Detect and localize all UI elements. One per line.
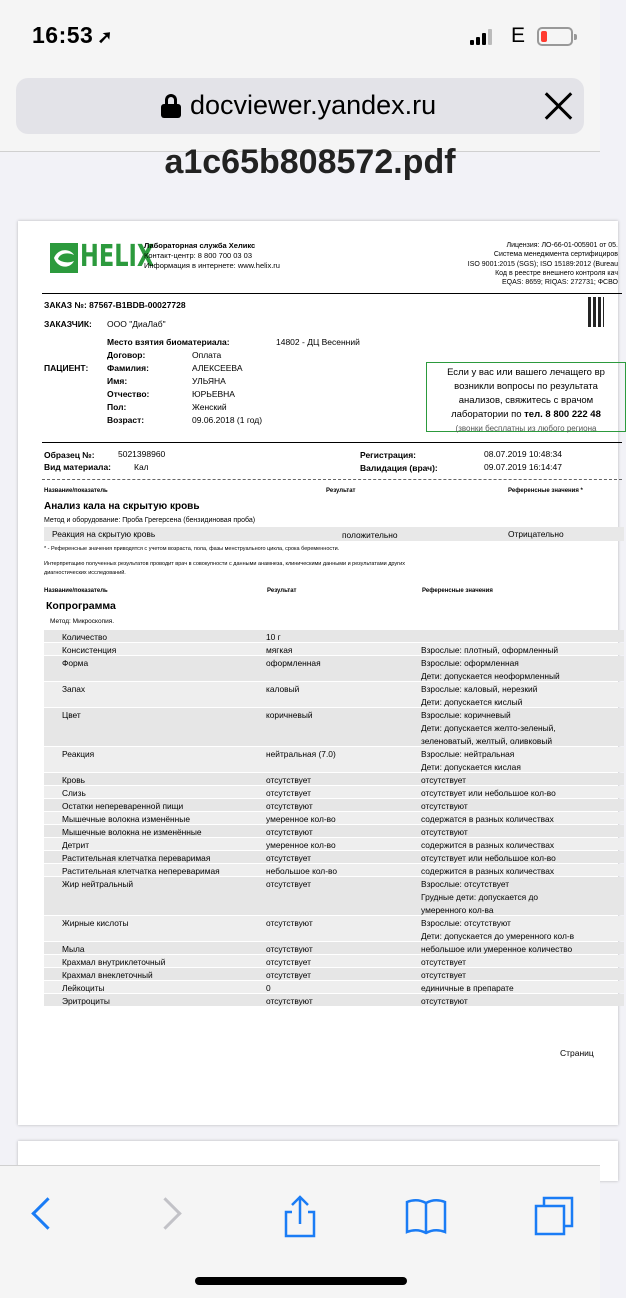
license-line: Код в реестре внешнего контроля кач: [495, 269, 618, 277]
sample-no-label: Образец №:: [44, 450, 95, 460]
material-label: Вид материала:: [44, 462, 112, 472]
signal-icon: [470, 28, 496, 45]
sample-place-label: Место взятия биоматериала:: [107, 337, 230, 347]
row-ref: Отрицательно: [508, 529, 564, 539]
contact-phone-line: [427, 408, 625, 422]
table-row: [44, 877, 624, 915]
row-ref: Взрослые: нейтральная: [421, 749, 515, 759]
row-ref: Грудные дети: допускается до: [421, 892, 539, 902]
divider: [42, 442, 622, 443]
row-result: небольшое кол-во: [266, 866, 337, 876]
row-result: отсутствует: [266, 788, 311, 798]
row-ref: зеленоватый, желтый, оливковый: [421, 736, 553, 746]
col-result-header: Результат: [267, 588, 297, 594]
row-ref: Дети: допускается желто-зеленый,: [421, 723, 556, 733]
url-text[interactable]: docviewer.yandex.ru: [190, 90, 437, 120]
row-ref: Взрослые: оформленная: [421, 658, 519, 668]
close-icon[interactable]: [542, 90, 574, 122]
row-name: Запах: [62, 684, 86, 694]
row-ref: отсутствуют: [421, 801, 468, 811]
method-text: Метод: Микроскопия.: [50, 618, 115, 625]
row-ref: Взрослые: отсутствуют: [421, 918, 511, 928]
row-ref: отсутствует или небольшое кол-во: [421, 853, 556, 863]
carrier-label: E: [511, 24, 526, 47]
contact-line: возникли вопросы по результата: [454, 381, 598, 392]
document-filename: a1c65b808572.pdf: [164, 143, 456, 181]
row-result: отсутствует: [266, 957, 311, 967]
sample-no-value: 5021398960: [118, 449, 166, 459]
license-line: ISO 9001:2015 (SGS); ISO 15189:2012 (Bureau: [467, 260, 618, 268]
share-button[interactable]: [278, 1194, 322, 1238]
location-arrow-icon: ➚: [97, 27, 113, 47]
license-line: Лицензия: ЛО-66-01-005901 от 05.: [506, 242, 618, 249]
tabs-button[interactable]: [532, 1194, 576, 1238]
field-value: АЛЕКСЕЕВА: [192, 363, 243, 373]
table-row: [44, 786, 624, 798]
row-name: Лейкоциты: [62, 983, 105, 993]
row-ref: Взрослые: плотный, оформленный: [421, 645, 559, 655]
back-button[interactable]: [22, 1194, 66, 1238]
customer-label: ЗАКАЗЧИК:: [44, 319, 92, 329]
table-row: [44, 864, 624, 876]
battery-icon: [537, 27, 573, 46]
row-ref: единичные в препарате: [421, 983, 514, 993]
table-row: [44, 851, 624, 863]
clock: 16:53 ➚: [32, 22, 113, 48]
row-ref: Дети: допускается до умеренного кол-в: [421, 931, 575, 941]
table-row: [44, 825, 624, 837]
col-ref-header: Референсные значения *: [508, 488, 583, 494]
table-row: [44, 799, 624, 811]
divider: [42, 479, 622, 480]
row-name: Эритроциты: [62, 996, 110, 1006]
table-row: [44, 942, 624, 954]
row-name: Форма: [62, 658, 89, 668]
helix-logo-icon: [50, 243, 78, 273]
table-row: [44, 916, 624, 941]
lab-info: [144, 241, 280, 271]
row-name: Реакция на скрытую кровь: [52, 529, 156, 539]
row-ref: отсутствует: [421, 970, 466, 980]
row-ref: Взрослые: отсутствует: [421, 879, 510, 889]
row-result: оформленная: [266, 658, 321, 668]
field-label: Договор:: [107, 350, 146, 360]
row-result: коричневый: [266, 710, 313, 720]
col-name-header: Название/показатель: [44, 488, 108, 494]
row-result: 0: [266, 983, 271, 993]
row-name: Растительная клетчатка непереваримая: [62, 866, 220, 876]
col-ref-header: Референсные значения: [422, 588, 493, 594]
contact-phone-prefix: лаборатории по: [451, 409, 525, 420]
contact-box: [426, 362, 626, 432]
validation-value: 09.07.2019 16:14:47: [484, 462, 562, 472]
license-info: [428, 241, 618, 287]
status-bar: [0, 0, 600, 70]
row-result: нейтральная (7.0): [266, 749, 336, 759]
table-row: [44, 682, 624, 707]
license-line: Система менеджмента сертифициров: [493, 251, 618, 259]
table-row: [44, 981, 624, 993]
row-result: отсутствуют: [266, 827, 313, 837]
field-value: 09.06.2018 (1 год): [192, 415, 263, 425]
contact-line: Если у вас или вашего лечащего вр: [447, 367, 605, 378]
table-row: [44, 812, 624, 824]
table-row: [44, 994, 624, 1006]
row-name: Крахмал внутриклеточный: [62, 957, 166, 967]
field-label: Отчество:: [107, 389, 150, 399]
row-name: Мыла: [62, 944, 85, 954]
table-row: [44, 838, 624, 850]
lab-contact: Контакт-центр: 8 800 700 03 03: [144, 251, 253, 260]
row-result: мягкая: [266, 645, 293, 655]
field-label: Фамилия:: [107, 363, 149, 373]
table-row: [44, 968, 624, 980]
validation-label: Валидация (врач):: [360, 463, 438, 473]
section-title: Анализ кала на скрытую кровь: [44, 501, 200, 512]
row-name: Реакция: [62, 749, 95, 759]
row-result: умеренное кол-во: [266, 814, 336, 824]
material-value: Кал: [134, 462, 149, 472]
table-row: [44, 527, 624, 541]
address-bar[interactable]: [16, 78, 584, 134]
row-name: Цвет: [62, 710, 81, 720]
forward-button[interactable]: [148, 1194, 192, 1238]
table-row: [44, 630, 624, 642]
field-label: Пол:: [107, 402, 127, 412]
row-name: Кровь: [62, 775, 86, 785]
order-number: ЗАКАЗ №: 87567-B1BDB-00027728: [44, 300, 186, 310]
table-row: [44, 643, 624, 655]
row-ref: отсутствуют: [421, 827, 468, 837]
row-ref: отсутствует или небольшое кол-во: [421, 788, 556, 798]
page-counter: Страниц: [560, 1048, 594, 1058]
interpretation-note: диагностических исследований.: [44, 570, 126, 576]
col-result-header: Результат: [326, 488, 356, 494]
field-value: УЛЬЯНА: [192, 376, 226, 386]
lab-web: Информация в интернете: www.helix.ru: [144, 261, 280, 270]
table-row: [44, 656, 624, 681]
row-result: умеренное кол-во: [266, 840, 336, 850]
browser-header: [0, 70, 600, 152]
table-row: [44, 708, 624, 746]
field-value: Оплата: [192, 350, 222, 360]
row-ref: содержится в разных количествах: [421, 866, 555, 876]
row-ref: Взрослые: коричневый: [421, 710, 511, 720]
row-ref: небольшое или умеренное количество: [421, 944, 573, 954]
registration-label: Регистрация:: [360, 450, 417, 460]
table-row: [44, 955, 624, 967]
row-result: отсутствует: [266, 775, 311, 785]
lock-icon: [161, 94, 181, 118]
field-value: ЮРЬЕВНА: [192, 389, 235, 399]
row-ref: отсутствует: [421, 775, 466, 785]
row-ref: Дети: допускается неоформленный: [421, 671, 560, 681]
row-name: Мышечные волокна изменённые: [62, 814, 190, 824]
row-result: отсутствуют: [266, 918, 313, 928]
row-result: отсутствуют: [266, 996, 313, 1006]
patient-label: ПАЦИЕНТ:: [44, 363, 89, 373]
row-ref: Дети: допускается кислая: [421, 762, 521, 772]
row-name: Растительная клетчатка переваримая: [62, 853, 211, 863]
row-name: Слизь: [62, 788, 86, 798]
col-name-header: Название/показатель: [44, 588, 108, 594]
row-name: Количество: [62, 632, 107, 642]
divider: [42, 293, 622, 294]
qr-code-icon: [588, 297, 604, 327]
row-ref: содержится в разных количествах: [421, 840, 555, 850]
method-text: Метод и оборудование: Проба Грегерсена (бензидиновая проба): [44, 517, 256, 524]
table-row: [44, 773, 624, 785]
field-label: Имя:: [107, 376, 128, 386]
registration-value: 08.07.2019 10:48:34: [484, 449, 562, 459]
section-title: Копрограмма: [46, 600, 116, 612]
row-name: Детрит: [62, 840, 90, 850]
row-name: Остатки непереваренной пищи: [62, 801, 184, 811]
row-ref: отсутствуют: [421, 996, 468, 1006]
interpretation-note: Интерпретацию полученных результатов проводит врач в совокупности с данными анамнеза, клиническими данными и результатами других: [44, 561, 405, 567]
row-name: Мышечные волокна не изменённые: [62, 827, 202, 837]
row-result: отсутствует: [266, 970, 311, 980]
license-line: EQAS: 8659; RIQAS: 272731; ФСВО: [502, 279, 618, 287]
home-indicator[interactable]: [195, 1277, 407, 1285]
sample-place-value: 14802 - ДЦ Весенний: [276, 337, 360, 347]
row-ref: содержатся в разных количествах: [421, 814, 554, 824]
row-ref: Дети: допускается кислый: [421, 697, 523, 707]
row-result: отсутствует: [266, 853, 311, 863]
table-row: [44, 747, 624, 772]
row-name: Крахмал внеклеточный: [62, 970, 153, 980]
pdf-page[interactable]: [18, 221, 618, 1125]
row-ref: отсутствует: [421, 957, 466, 967]
lab-name: Лабораторная служба Хеликс: [144, 241, 256, 250]
row-ref: Взрослые: каловый, нерезкий: [421, 684, 538, 694]
customer-value: ООО "ДиаЛаб": [107, 319, 166, 329]
bookmarks-button[interactable]: [404, 1194, 448, 1238]
row-ref: умеренного кол-ва: [421, 905, 494, 915]
contact-phone[interactable]: тел. 8 800 222 48: [524, 409, 601, 420]
row-result: отсутствуют: [266, 801, 313, 811]
row-result: каловый: [266, 684, 300, 694]
logo-text: HELIX: [80, 239, 155, 274]
row-name: Жир нейтральный: [62, 879, 134, 889]
footnote: * - Референсные значения приводятся с учетом возраста, пола, фазы менструального цикла, срока беременности.: [44, 546, 340, 552]
contact-note: (звонки бесплатны из любого региона: [455, 424, 597, 433]
row-result: отсутствуют: [266, 944, 313, 954]
row-result: 10 г: [266, 632, 281, 642]
row-name: Консистенция: [62, 645, 117, 655]
row-result: отсутствует: [266, 879, 311, 889]
row-name: Жирные кислоты: [62, 918, 129, 928]
contact-line: анализов, свяжитесь с врачом: [458, 395, 594, 406]
field-label: Возраст:: [107, 415, 145, 425]
field-value: Женский: [192, 402, 227, 412]
row-result: положительно: [342, 530, 398, 540]
